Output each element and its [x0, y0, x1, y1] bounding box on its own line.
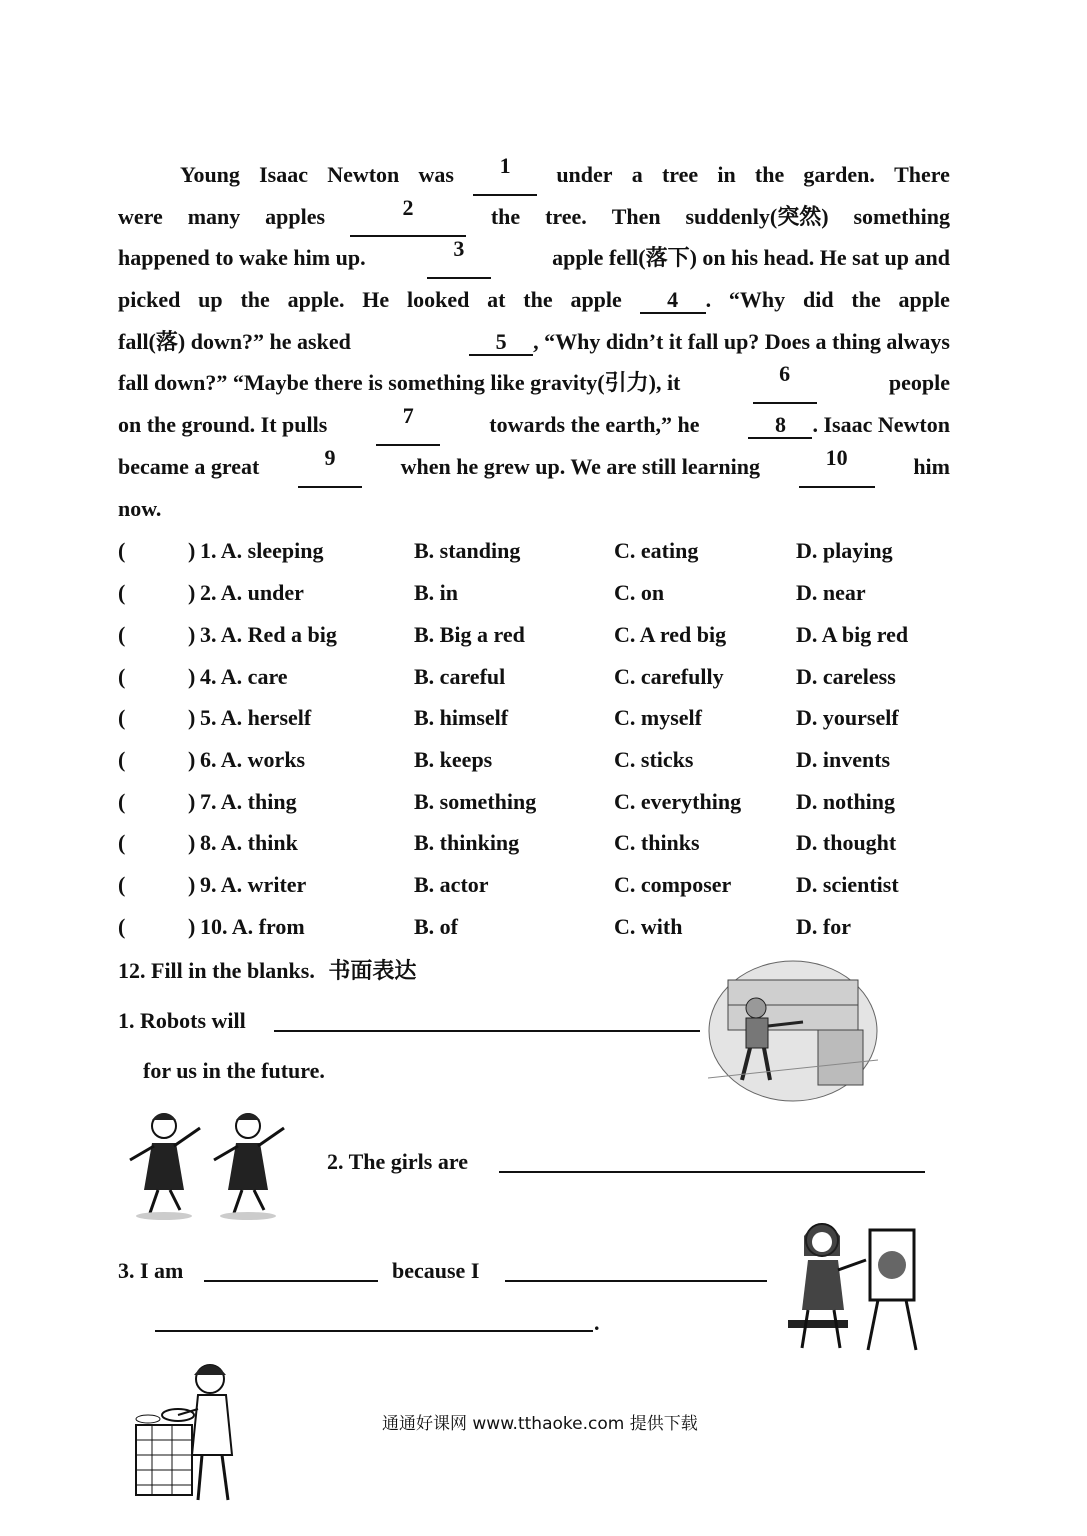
word: Then	[611, 203, 661, 229]
option-c: C. carefully	[614, 664, 724, 689]
blank-5[interactable]: 5	[469, 330, 533, 356]
q2-prefix: 2. The girls are	[327, 1149, 468, 1174]
answer-paren-open[interactable]: (	[118, 664, 126, 689]
word: now.	[118, 495, 162, 521]
text: , “Why didn’t it fall up? Does a thing always	[533, 328, 950, 354]
answer-paren-close: )	[188, 664, 196, 689]
girl-painting-illustration	[782, 1210, 927, 1355]
option-a: 7. A. thing	[200, 789, 297, 814]
blank-3[interactable]: 3	[427, 237, 491, 279]
word: “Why	[728, 287, 786, 313]
answer-paren-close: )	[188, 747, 196, 772]
option-a: 8. A. think	[200, 830, 298, 855]
passage-line-2	[118, 196, 950, 238]
option-b: B. standing	[414, 538, 521, 563]
option-a: 9. A. writer	[200, 872, 307, 897]
word: something	[853, 203, 950, 229]
text: towards the earth,” he	[489, 412, 700, 438]
girl-washing-dishes-illustration	[132, 1355, 252, 1505]
passage-line-5	[118, 321, 950, 363]
word: Young	[180, 162, 240, 187]
text: happened to wake him up.	[118, 245, 366, 271]
q3-end: .	[594, 1310, 600, 1335]
word: did	[802, 287, 834, 313]
word: tree.	[545, 203, 587, 229]
text: apple fell(落下) on his head. He sat up and	[552, 245, 950, 271]
option-b: B. careful	[414, 664, 506, 689]
word: the	[490, 203, 521, 229]
blank-4[interactable]: 4	[640, 288, 706, 314]
word: people	[888, 370, 950, 396]
word: under	[556, 162, 613, 187]
option-d: D. playing	[796, 538, 893, 563]
text: on the ground. It pulls	[118, 412, 328, 438]
answer-paren-close: )	[188, 538, 196, 563]
option-b: B. in	[414, 580, 459, 605]
option-d: D. near	[796, 580, 866, 605]
word: There	[894, 162, 950, 187]
word: the	[754, 162, 785, 187]
answer-paren-open[interactable]: (	[118, 830, 126, 855]
option-b: B. himself	[414, 705, 509, 730]
blank-1[interactable]: 1	[473, 154, 537, 196]
footer-text: 通通好课网 www.tthaoke.com 提供下载	[382, 1414, 698, 1434]
blank-9[interactable]: 9	[298, 446, 362, 488]
punct: .	[705, 287, 712, 313]
q2-answer-line[interactable]	[499, 1171, 925, 1173]
section-heading	[118, 954, 416, 985]
answer-paren-open[interactable]: (	[118, 914, 126, 939]
word: him	[913, 453, 950, 479]
option-c: C. composer	[614, 872, 732, 897]
blank-2[interactable]: 2	[350, 196, 466, 238]
answer-paren-close: )	[188, 789, 196, 814]
passage-line-3	[118, 237, 950, 279]
option-a: 5. A. herself	[200, 705, 312, 730]
word: apple	[570, 287, 622, 313]
option-c: C. on	[614, 580, 665, 605]
passage-line-7	[118, 404, 950, 446]
passage-line-1	[118, 154, 950, 196]
answer-paren-close: )	[188, 914, 196, 939]
q3-mid: because I	[392, 1258, 480, 1283]
word: He	[362, 287, 390, 313]
option-d: D. A big red	[796, 622, 909, 647]
passage-line-8	[118, 446, 950, 488]
word: picked	[118, 287, 181, 313]
option-b: B. Big a red	[414, 622, 525, 647]
option-b: B. of	[414, 914, 458, 939]
word: were	[118, 203, 163, 229]
option-a: 1. A. sleeping	[200, 538, 324, 563]
q1-answer-line[interactable]	[274, 1030, 700, 1032]
word: apple	[898, 287, 950, 313]
word: suddenly(突然)	[685, 203, 829, 229]
heading-text: 12. Fill in the blanks.	[118, 958, 315, 983]
answer-paren-close: )	[188, 830, 196, 855]
option-d: D. careless	[796, 664, 896, 689]
word: the	[523, 287, 553, 313]
word: apple.	[287, 287, 345, 313]
blank-7[interactable]: 7	[376, 404, 440, 446]
option-b: B. something	[414, 789, 537, 814]
option-d: D. thought	[796, 830, 897, 855]
blank-8[interactable]: 8	[748, 413, 812, 439]
word: in	[717, 162, 736, 187]
text: when he grew up. We are still learning	[400, 453, 760, 479]
passage-line-9	[118, 488, 950, 530]
word: Newton	[327, 162, 400, 187]
option-c: C. thinks	[614, 830, 700, 855]
option-d: D. nothing	[796, 789, 896, 814]
answer-paren-close: )	[188, 622, 196, 647]
word: many	[187, 203, 241, 229]
option-a: 2. A. under	[200, 580, 304, 605]
q3-answer-line-3[interactable]	[155, 1330, 593, 1332]
blank-10[interactable]: 10	[799, 446, 875, 488]
answer-paren-open[interactable]: (	[118, 789, 126, 814]
passage-line-4	[118, 279, 950, 321]
word: Isaac	[259, 162, 308, 187]
option-b: B. keeps	[414, 747, 493, 772]
option-a: 6. A. works	[200, 747, 306, 772]
word: a	[631, 162, 643, 187]
cloze-passage	[118, 154, 950, 529]
passage-line-6	[118, 362, 950, 404]
option-d: D. invents	[796, 747, 891, 772]
option-a: 10. A. from	[200, 914, 305, 939]
answer-paren-open[interactable]: (	[118, 622, 126, 647]
text: fall(落) down?” he asked	[118, 328, 351, 354]
q3-answer-line-1[interactable]	[204, 1280, 378, 1282]
option-d: D. for	[796, 914, 851, 939]
q1-suffix: for us in the future.	[143, 1058, 325, 1083]
option-c: C. sticks	[614, 747, 694, 772]
text: fall down?” “Maybe there is something like gravity(引力), it	[118, 370, 681, 396]
q3-answer-line-2[interactable]	[505, 1280, 767, 1282]
answer-paren-close: )	[188, 705, 196, 730]
option-d: D. yourself	[796, 705, 899, 730]
word: apples	[265, 203, 326, 229]
dancing-girls-illustration	[122, 1098, 302, 1223]
word: tree	[661, 162, 699, 187]
option-c: C. eating	[614, 538, 699, 563]
text: . Isaac Newton	[812, 412, 950, 438]
heading-cn: 书面表达	[328, 959, 417, 984]
answer-paren-open[interactable]: (	[118, 705, 126, 730]
word: up	[198, 287, 223, 313]
answer-paren-open[interactable]: (	[118, 747, 126, 772]
word: the	[851, 287, 881, 313]
option-c: C. with	[614, 914, 683, 939]
option-b: B. actor	[414, 872, 489, 897]
answer-paren-close: )	[188, 872, 196, 897]
word: the	[240, 287, 270, 313]
answer-paren-open[interactable]: (	[118, 580, 126, 605]
robot-kitchen-illustration	[708, 960, 878, 1102]
word: looked	[406, 287, 470, 313]
option-d: D. scientist	[796, 872, 899, 897]
word: at	[487, 287, 506, 313]
q3-prefix: 3. I am	[118, 1258, 184, 1283]
answer-paren-open[interactable]: (	[118, 872, 126, 897]
word: was	[418, 162, 454, 187]
option-c: C. myself	[614, 705, 702, 730]
option-a: 3. A. Red a big	[200, 622, 337, 647]
q1-prefix: 1. Robots will	[118, 1008, 246, 1033]
blank-6[interactable]: 6	[753, 362, 817, 404]
option-b: B. thinking	[414, 830, 520, 855]
answer-paren-open[interactable]: (	[118, 538, 126, 563]
word: garden.	[803, 162, 875, 187]
option-a: 4. A. care	[200, 664, 288, 689]
option-c: C. everything	[614, 789, 742, 814]
option-c: C. A red big	[614, 622, 727, 647]
answer-paren-close: )	[188, 580, 196, 605]
text: became a great	[118, 453, 260, 479]
